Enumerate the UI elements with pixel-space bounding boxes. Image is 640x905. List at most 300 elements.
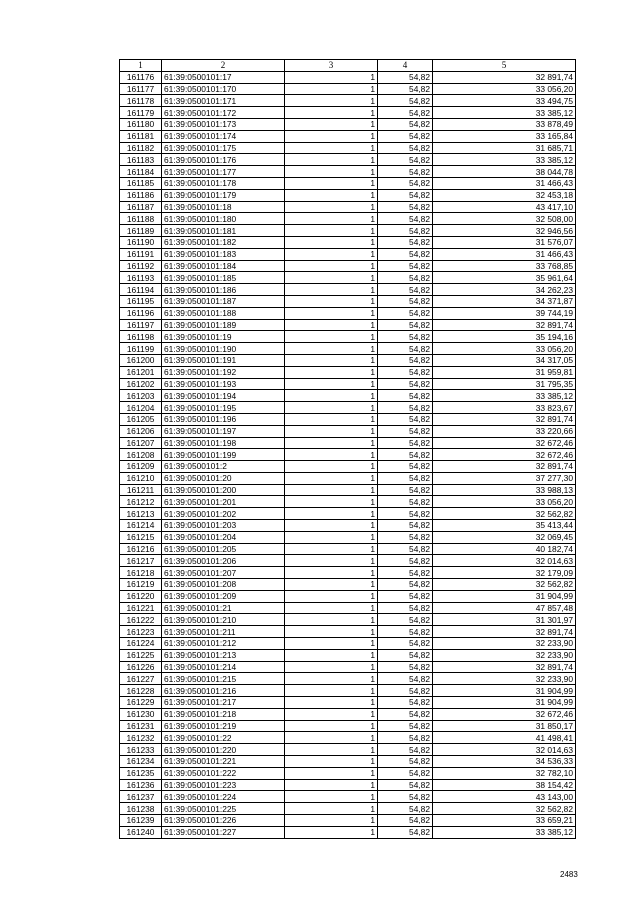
row-number-cell: 161210 <box>120 472 162 484</box>
value-cell: 31 466,43 <box>433 248 576 260</box>
value-cell: 31 904,99 <box>433 590 576 602</box>
area-cell: 54,82 <box>378 496 433 508</box>
row-number-cell: 161201 <box>120 366 162 378</box>
count-cell: 1 <box>285 685 378 697</box>
table-row <box>120 154 576 166</box>
value-cell: 32 891,74 <box>433 71 576 83</box>
count-cell: 1 <box>285 378 378 390</box>
cadastral-number-cell: 61:39:0500101:22 <box>162 732 285 744</box>
area-cell: 54,82 <box>378 508 433 520</box>
row-number-cell: 161193 <box>120 272 162 284</box>
row-number-cell: 161209 <box>120 461 162 473</box>
count-cell: 1 <box>285 107 378 119</box>
table-row <box>120 319 576 331</box>
cadastral-number-cell: 61:39:0500101:200 <box>162 484 285 496</box>
table-row <box>120 71 576 83</box>
value-cell: 32 782,10 <box>433 767 576 779</box>
area-cell: 54,82 <box>378 260 433 272</box>
cadastral-number-cell: 61:39:0500101:205 <box>162 543 285 555</box>
row-number-cell: 161177 <box>120 83 162 95</box>
page-number: 2483 <box>560 870 578 879</box>
cadastral-number-cell: 61:39:0500101:177 <box>162 166 285 178</box>
value-cell: 33 823,67 <box>433 402 576 414</box>
area-cell: 54,82 <box>378 154 433 166</box>
cadastral-number-cell: 61:39:0500101:221 <box>162 756 285 768</box>
value-cell: 33 220,66 <box>433 425 576 437</box>
count-cell: 1 <box>285 319 378 331</box>
area-cell: 54,82 <box>378 649 433 661</box>
table-row <box>120 756 576 768</box>
value-cell: 33 494,75 <box>433 95 576 107</box>
row-number-cell: 161208 <box>120 449 162 461</box>
area-cell: 54,82 <box>378 177 433 189</box>
row-number-cell: 161216 <box>120 543 162 555</box>
cadastral-number-cell: 61:39:0500101:211 <box>162 626 285 638</box>
area-cell: 54,82 <box>378 720 433 732</box>
area-cell: 54,82 <box>378 236 433 248</box>
value-cell: 33 056,20 <box>433 83 576 95</box>
value-cell: 33 768,85 <box>433 260 576 272</box>
table-row <box>120 567 576 579</box>
cadastral-number-cell: 61:39:0500101:2 <box>162 461 285 473</box>
row-number-cell: 161240 <box>120 826 162 838</box>
value-cell: 33 385,12 <box>433 390 576 402</box>
value-cell: 32 672,46 <box>433 449 576 461</box>
count-cell: 1 <box>285 71 378 83</box>
cadastral-number-cell: 61:39:0500101:219 <box>162 720 285 732</box>
table-row <box>120 130 576 142</box>
value-cell: 31 576,07 <box>433 236 576 248</box>
row-number-cell: 161190 <box>120 236 162 248</box>
cadastral-number-cell: 61:39:0500101:190 <box>162 343 285 355</box>
area-cell: 54,82 <box>378 83 433 95</box>
count-cell: 1 <box>285 425 378 437</box>
count-cell: 1 <box>285 260 378 272</box>
area-cell: 54,82 <box>378 756 433 768</box>
column-header-4: 4 <box>378 60 433 72</box>
count-cell: 1 <box>285 248 378 260</box>
area-cell: 54,82 <box>378 579 433 591</box>
table-row <box>120 201 576 213</box>
area-cell: 54,82 <box>378 213 433 225</box>
table-row <box>120 614 576 626</box>
row-number-cell: 161226 <box>120 661 162 673</box>
cadastral-number-cell: 61:39:0500101:173 <box>162 118 285 130</box>
cadastral-number-cell: 61:39:0500101:189 <box>162 319 285 331</box>
cadastral-number-cell: 61:39:0500101:170 <box>162 83 285 95</box>
table-row <box>120 791 576 803</box>
column-header-3: 3 <box>285 60 378 72</box>
cadastral-number-cell: 61:39:0500101:21 <box>162 602 285 614</box>
area-cell: 54,82 <box>378 520 433 532</box>
count-cell: 1 <box>285 307 378 319</box>
count-cell: 1 <box>285 791 378 803</box>
table-row <box>120 272 576 284</box>
count-cell: 1 <box>285 815 378 827</box>
value-cell: 35 194,16 <box>433 331 576 343</box>
area-cell: 54,82 <box>378 142 433 154</box>
table-body <box>120 71 576 838</box>
table-row <box>120 496 576 508</box>
cadastral-number-cell: 61:39:0500101:216 <box>162 685 285 697</box>
cadastral-number-cell: 61:39:0500101:206 <box>162 555 285 567</box>
value-cell: 32 891,74 <box>433 626 576 638</box>
count-cell: 1 <box>285 142 378 154</box>
value-cell: 32 014,63 <box>433 555 576 567</box>
table-row <box>120 118 576 130</box>
cadastral-number-cell: 61:39:0500101:175 <box>162 142 285 154</box>
table-row <box>120 260 576 272</box>
count-cell: 1 <box>285 708 378 720</box>
count-cell: 1 <box>285 118 378 130</box>
table-row <box>120 602 576 614</box>
row-number-cell: 161187 <box>120 201 162 213</box>
row-number-cell: 161189 <box>120 225 162 237</box>
row-number-cell: 161180 <box>120 118 162 130</box>
count-cell: 1 <box>285 531 378 543</box>
value-cell: 32 672,46 <box>433 708 576 720</box>
value-cell: 32 891,74 <box>433 319 576 331</box>
value-cell: 47 857,48 <box>433 602 576 614</box>
value-cell: 32 069,45 <box>433 531 576 543</box>
value-cell: 32 179,09 <box>433 567 576 579</box>
cadastral-number-cell: 61:39:0500101:224 <box>162 791 285 803</box>
area-cell: 54,82 <box>378 697 433 709</box>
cadastral-number-cell: 61:39:0500101:215 <box>162 673 285 685</box>
value-cell: 31 850,17 <box>433 720 576 732</box>
row-number-cell: 161230 <box>120 708 162 720</box>
table-row <box>120 437 576 449</box>
area-cell: 54,82 <box>378 555 433 567</box>
value-cell: 35 413,44 <box>433 520 576 532</box>
count-cell: 1 <box>285 472 378 484</box>
count-cell: 1 <box>285 826 378 838</box>
count-cell: 1 <box>285 567 378 579</box>
value-cell: 41 498,41 <box>433 732 576 744</box>
value-cell: 32 891,74 <box>433 661 576 673</box>
value-cell: 38 154,42 <box>433 779 576 791</box>
value-cell: 39 744,19 <box>433 307 576 319</box>
cadastral-number-cell: 61:39:0500101:196 <box>162 413 285 425</box>
area-cell: 54,82 <box>378 638 433 650</box>
row-number-cell: 161220 <box>120 590 162 602</box>
table-row <box>120 166 576 178</box>
value-cell: 32 562,82 <box>433 579 576 591</box>
value-cell: 31 904,99 <box>433 697 576 709</box>
value-cell: 37 277,30 <box>433 472 576 484</box>
cadastral-number-cell: 61:39:0500101:181 <box>162 225 285 237</box>
row-number-cell: 161186 <box>120 189 162 201</box>
table-row <box>120 402 576 414</box>
area-cell: 54,82 <box>378 484 433 496</box>
area-cell: 54,82 <box>378 531 433 543</box>
table-row <box>120 579 576 591</box>
value-cell: 33 385,12 <box>433 154 576 166</box>
row-number-cell: 161176 <box>120 71 162 83</box>
count-cell: 1 <box>285 649 378 661</box>
cadastral-number-cell: 61:39:0500101:199 <box>162 449 285 461</box>
row-number-cell: 161213 <box>120 508 162 520</box>
count-cell: 1 <box>285 225 378 237</box>
count-cell: 1 <box>285 284 378 296</box>
count-cell: 1 <box>285 295 378 307</box>
row-number-cell: 161211 <box>120 484 162 496</box>
row-number-cell: 161205 <box>120 413 162 425</box>
table-row <box>120 248 576 260</box>
column-header-1: 1 <box>120 60 162 72</box>
area-cell: 54,82 <box>378 767 433 779</box>
table-row <box>120 413 576 425</box>
cadastral-number-cell: 61:39:0500101:19 <box>162 331 285 343</box>
table-row <box>120 744 576 756</box>
cadastral-number-cell: 61:39:0500101:17 <box>162 71 285 83</box>
count-cell: 1 <box>285 189 378 201</box>
count-cell: 1 <box>285 272 378 284</box>
count-cell: 1 <box>285 590 378 602</box>
table-row <box>120 236 576 248</box>
table-row <box>120 366 576 378</box>
cadastral-number-cell: 61:39:0500101:223 <box>162 779 285 791</box>
count-cell: 1 <box>285 744 378 756</box>
area-cell: 54,82 <box>378 791 433 803</box>
value-cell: 33 385,12 <box>433 107 576 119</box>
cadastral-number-cell: 61:39:0500101:198 <box>162 437 285 449</box>
row-number-cell: 161202 <box>120 378 162 390</box>
area-cell: 54,82 <box>378 673 433 685</box>
table-row <box>120 708 576 720</box>
value-cell: 32 233,90 <box>433 673 576 685</box>
table-row <box>120 732 576 744</box>
area-cell: 54,82 <box>378 614 433 626</box>
value-cell: 40 182,74 <box>433 543 576 555</box>
row-number-cell: 161188 <box>120 213 162 225</box>
table-row <box>120 626 576 638</box>
row-number-cell: 161184 <box>120 166 162 178</box>
area-cell: 54,82 <box>378 567 433 579</box>
cadastral-number-cell: 61:39:0500101:204 <box>162 531 285 543</box>
table-row <box>120 343 576 355</box>
count-cell: 1 <box>285 484 378 496</box>
cadastral-number-cell: 61:39:0500101:188 <box>162 307 285 319</box>
row-number-cell: 161239 <box>120 815 162 827</box>
value-cell: 31 959,81 <box>433 366 576 378</box>
count-cell: 1 <box>285 779 378 791</box>
area-cell: 54,82 <box>378 461 433 473</box>
count-cell: 1 <box>285 661 378 673</box>
row-number-cell: 161238 <box>120 803 162 815</box>
value-cell: 35 961,64 <box>433 272 576 284</box>
count-cell: 1 <box>285 732 378 744</box>
count-cell: 1 <box>285 461 378 473</box>
cadastral-number-cell: 61:39:0500101:186 <box>162 284 285 296</box>
cadastral-number-cell: 61:39:0500101:207 <box>162 567 285 579</box>
area-cell: 54,82 <box>378 826 433 838</box>
area-cell: 54,82 <box>378 366 433 378</box>
table-row <box>120 295 576 307</box>
row-number-cell: 161194 <box>120 284 162 296</box>
count-cell: 1 <box>285 756 378 768</box>
area-cell: 54,82 <box>378 166 433 178</box>
row-number-cell: 161195 <box>120 295 162 307</box>
cadastral-number-cell: 61:39:0500101:197 <box>162 425 285 437</box>
area-cell: 54,82 <box>378 201 433 213</box>
table-row <box>120 225 576 237</box>
value-cell: 33 385,12 <box>433 826 576 838</box>
table-row <box>120 590 576 602</box>
area-cell: 54,82 <box>378 118 433 130</box>
area-cell: 54,82 <box>378 602 433 614</box>
cadastral-number-cell: 61:39:0500101:203 <box>162 520 285 532</box>
count-cell: 1 <box>285 555 378 567</box>
area-cell: 54,82 <box>378 590 433 602</box>
area-cell: 54,82 <box>378 744 433 756</box>
row-number-cell: 161192 <box>120 260 162 272</box>
value-cell: 31 466,43 <box>433 177 576 189</box>
value-cell: 38 044,78 <box>433 166 576 178</box>
count-cell: 1 <box>285 177 378 189</box>
area-cell: 54,82 <box>378 803 433 815</box>
value-cell: 33 878,49 <box>433 118 576 130</box>
row-number-cell: 161179 <box>120 107 162 119</box>
area-cell: 54,82 <box>378 272 433 284</box>
area-cell: 54,82 <box>378 437 433 449</box>
row-number-cell: 161215 <box>120 531 162 543</box>
cadastral-number-cell: 61:39:0500101:192 <box>162 366 285 378</box>
table-row <box>120 177 576 189</box>
row-number-cell: 161219 <box>120 579 162 591</box>
cadastral-number-cell: 61:39:0500101:187 <box>162 295 285 307</box>
table-row <box>120 425 576 437</box>
area-cell: 54,82 <box>378 779 433 791</box>
count-cell: 1 <box>285 579 378 591</box>
table-row <box>120 83 576 95</box>
count-cell: 1 <box>285 154 378 166</box>
cadastral-number-cell: 61:39:0500101:209 <box>162 590 285 602</box>
row-number-cell: 161217 <box>120 555 162 567</box>
area-cell: 54,82 <box>378 95 433 107</box>
area-cell: 54,82 <box>378 107 433 119</box>
count-cell: 1 <box>285 720 378 732</box>
value-cell: 34 317,05 <box>433 354 576 366</box>
value-cell: 33 056,20 <box>433 496 576 508</box>
table-row <box>120 142 576 154</box>
cadastral-number-cell: 61:39:0500101:226 <box>162 815 285 827</box>
row-number-cell: 161185 <box>120 177 162 189</box>
cadastral-number-cell: 61:39:0500101:213 <box>162 649 285 661</box>
cadastral-number-cell: 61:39:0500101:210 <box>162 614 285 626</box>
value-cell: 32 508,00 <box>433 213 576 225</box>
table-row <box>120 390 576 402</box>
count-cell: 1 <box>285 343 378 355</box>
row-number-cell: 161178 <box>120 95 162 107</box>
count-cell: 1 <box>285 130 378 142</box>
row-number-cell: 161218 <box>120 567 162 579</box>
area-cell: 54,82 <box>378 685 433 697</box>
area-cell: 54,82 <box>378 543 433 555</box>
count-cell: 1 <box>285 331 378 343</box>
cadastral-number-cell: 61:39:0500101:193 <box>162 378 285 390</box>
row-number-cell: 161206 <box>120 425 162 437</box>
row-number-cell: 161227 <box>120 673 162 685</box>
count-cell: 1 <box>285 213 378 225</box>
value-cell: 34 262,23 <box>433 284 576 296</box>
row-number-cell: 161191 <box>120 248 162 260</box>
cadastral-number-cell: 61:39:0500101:183 <box>162 248 285 260</box>
table-row <box>120 826 576 838</box>
cadastral-number-cell: 61:39:0500101:214 <box>162 661 285 673</box>
value-cell: 32 233,90 <box>433 649 576 661</box>
table-row <box>120 649 576 661</box>
area-cell: 54,82 <box>378 130 433 142</box>
cadastral-number-cell: 61:39:0500101:218 <box>162 708 285 720</box>
table-row <box>120 555 576 567</box>
area-cell: 54,82 <box>378 449 433 461</box>
table-row <box>120 638 576 650</box>
area-cell: 54,82 <box>378 472 433 484</box>
value-cell: 43 143,00 <box>433 791 576 803</box>
area-cell: 54,82 <box>378 319 433 331</box>
count-cell: 1 <box>285 95 378 107</box>
value-cell: 33 659,21 <box>433 815 576 827</box>
table-row <box>120 720 576 732</box>
value-cell: 32 891,74 <box>433 461 576 473</box>
table-row <box>120 803 576 815</box>
cadastral-number-cell: 61:39:0500101:172 <box>162 107 285 119</box>
area-cell: 54,82 <box>378 71 433 83</box>
value-cell: 31 904,99 <box>433 685 576 697</box>
row-number-cell: 161214 <box>120 520 162 532</box>
value-cell: 34 536,33 <box>433 756 576 768</box>
cadastral-number-cell: 61:39:0500101:191 <box>162 354 285 366</box>
table-row <box>120 815 576 827</box>
row-number-cell: 161225 <box>120 649 162 661</box>
count-cell: 1 <box>285 638 378 650</box>
row-number-cell: 161197 <box>120 319 162 331</box>
value-cell: 34 371,87 <box>433 295 576 307</box>
table-row <box>120 543 576 555</box>
row-number-cell: 161235 <box>120 767 162 779</box>
area-cell: 54,82 <box>378 354 433 366</box>
table-row <box>120 661 576 673</box>
row-number-cell: 161229 <box>120 697 162 709</box>
row-number-cell: 161196 <box>120 307 162 319</box>
row-number-cell: 161198 <box>120 331 162 343</box>
cadastral-number-cell: 61:39:0500101:18 <box>162 201 285 213</box>
count-cell: 1 <box>285 413 378 425</box>
row-number-cell: 161232 <box>120 732 162 744</box>
cadastral-number-cell: 61:39:0500101:171 <box>162 95 285 107</box>
area-cell: 54,82 <box>378 378 433 390</box>
value-cell: 32 233,90 <box>433 638 576 650</box>
cadastral-number-cell: 61:39:0500101:185 <box>162 272 285 284</box>
value-cell: 32 672,46 <box>433 437 576 449</box>
count-cell: 1 <box>285 520 378 532</box>
count-cell: 1 <box>285 390 378 402</box>
count-cell: 1 <box>285 508 378 520</box>
count-cell: 1 <box>285 83 378 95</box>
cadastral-number-cell: 61:39:0500101:220 <box>162 744 285 756</box>
table-row <box>120 378 576 390</box>
row-number-cell: 161233 <box>120 744 162 756</box>
row-number-cell: 161222 <box>120 614 162 626</box>
cadastral-number-cell: 61:39:0500101:176 <box>162 154 285 166</box>
row-number-cell: 161234 <box>120 756 162 768</box>
count-cell: 1 <box>285 402 378 414</box>
value-cell: 33 056,20 <box>433 343 576 355</box>
table-row <box>120 307 576 319</box>
value-cell: 32 453,18 <box>433 189 576 201</box>
row-number-cell: 161200 <box>120 354 162 366</box>
